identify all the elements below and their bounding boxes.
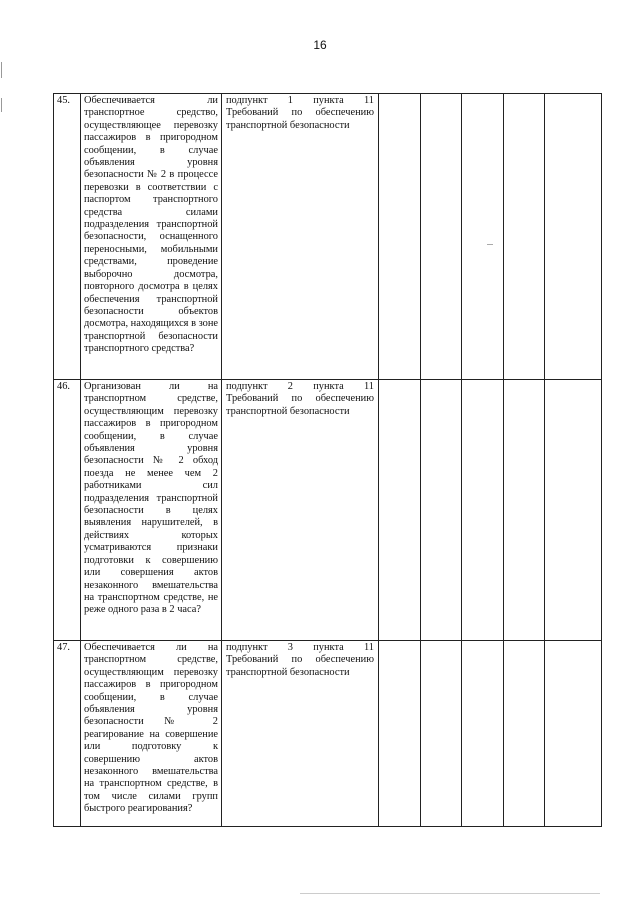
- question-cell: Обеспечивается ли на транспортном средстве, осуществляющим перевозку пассажиров в пригородном сообщении, в случае объявления уровня безопасности № 2 реагирование на совершение или подготовку к совершению актов незаконного вмешательства на транспортном средстве, в том числе силами групп быстрого реагирования?: [81, 641, 222, 827]
- table-row: [54, 94, 602, 380]
- empty-cell: [421, 380, 462, 641]
- empty-cell: [545, 94, 602, 380]
- empty-cell: [421, 94, 462, 380]
- empty-cell: [545, 641, 602, 827]
- scan-edge-mark: [1, 98, 2, 112]
- empty-cell: [421, 641, 462, 827]
- checklist-table: [53, 93, 602, 827]
- scan-speck: [300, 893, 600, 894]
- question-cell: Организован ли на транспортном средстве, осуществляющим перевозку пассажиров в пригородном сообщении, в случае объявления уровня безопасности № 2 обход поезда не менее чем 2 работниками сил подразделения транспортной безопасности в целях выявления нарушителей, в действиях которых усматриваются признаки подготовки к совершению или совершения актов незаконного вмешательства на транспортном средстве, не реже одного раза в 2 часа?: [81, 380, 222, 641]
- page-number: 16: [313, 38, 327, 52]
- scan-edge-mark: [1, 62, 2, 78]
- empty-cell: [379, 94, 421, 380]
- requirement-reference-cell: подпункт 3 пункта 11 Требований по обеспечению транспортной безопасности: [222, 641, 379, 827]
- empty-cell: [504, 94, 545, 380]
- table-row: [54, 641, 602, 827]
- empty-cell: [462, 94, 504, 380]
- row-number: 46.: [54, 380, 81, 641]
- requirement-reference-cell: подпункт 1 пункта 11 Требований по обеспечению транспортной безопасности: [222, 94, 379, 380]
- empty-cell: [379, 641, 421, 827]
- empty-cell: [462, 641, 504, 827]
- empty-cell: [504, 641, 545, 827]
- requirement-reference-cell: подпункт 2 пункта 11 Требований по обеспечению транспортной безопасности: [222, 380, 379, 641]
- table-row: [54, 380, 602, 641]
- empty-cell: [504, 380, 545, 641]
- row-number: 47.: [54, 641, 81, 827]
- empty-cell: [545, 380, 602, 641]
- empty-cell: [462, 380, 504, 641]
- row-number: 45.: [54, 94, 81, 380]
- question-cell: Обеспечивается ли транспортное средство, осуществляющее перевозку пассажиров в пригородном сообщении, в случае объявления уровня безопасности № 2 в процессе перевозки в соответствии с паспортом транспортного средства силами подразделения транспортной безопасности, оснащенного переносными, мобильными средствами, проведение выборочно досмотра, повторного досмотра в целях обеспечения транспортной безопасности объектов досмотра, находящихся в зоне транспортной безопасности транспортного средства?: [81, 94, 222, 380]
- empty-cell: [379, 380, 421, 641]
